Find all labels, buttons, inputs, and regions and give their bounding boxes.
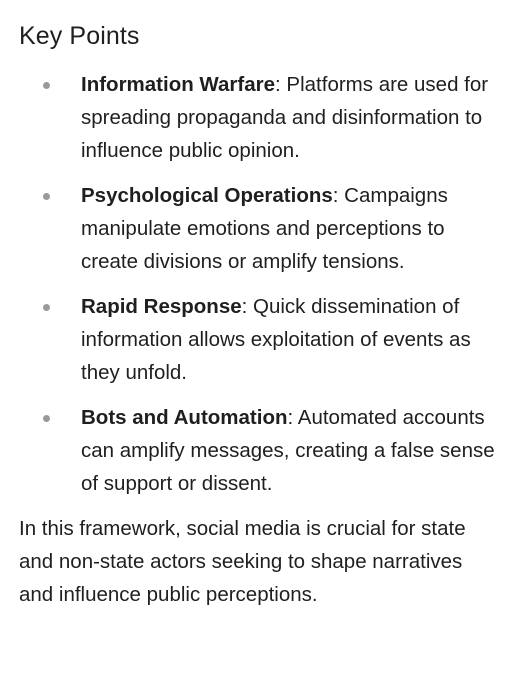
point-separator: : [275, 73, 287, 96]
list-item [19, 179, 499, 278]
key-points-list [19, 68, 499, 500]
point-separator: : [287, 406, 298, 429]
list-item [19, 290, 499, 389]
list-item [19, 68, 499, 167]
bullet-icon [43, 82, 50, 89]
summary-paragraph: In this framework, social media is crucial for state and non-state actors seeking to shape narratives and influence public perceptions. [19, 517, 466, 606]
point-term: Bots and Automation [81, 406, 288, 429]
point-text: Platforms are used for spreading propaganda and disinformation to influence public opinion. [81, 73, 489, 162]
point-separator: : [241, 295, 254, 318]
point-term: Information Warfare [81, 73, 276, 96]
point-term: Rapid Response [81, 295, 242, 318]
bullet-icon [43, 304, 50, 311]
point-text: Automated accounts can amplify messages, creating a false sense of support or dissent. [81, 406, 495, 495]
bullet-icon [43, 415, 50, 422]
point-text: Quick dissemination of information allows exploitation of events as they unfold. [81, 295, 471, 384]
point-text: Campaigns manipulate emotions and perceptions to create divisions or amplify tensions. [81, 184, 448, 273]
key-points-section [19, 18, 499, 611]
bullet-icon [43, 193, 50, 200]
section-heading: Key Points [19, 22, 140, 50]
point-separator: : [332, 184, 345, 207]
point-term: Psychological Operations [81, 184, 333, 207]
list-item [19, 401, 499, 500]
